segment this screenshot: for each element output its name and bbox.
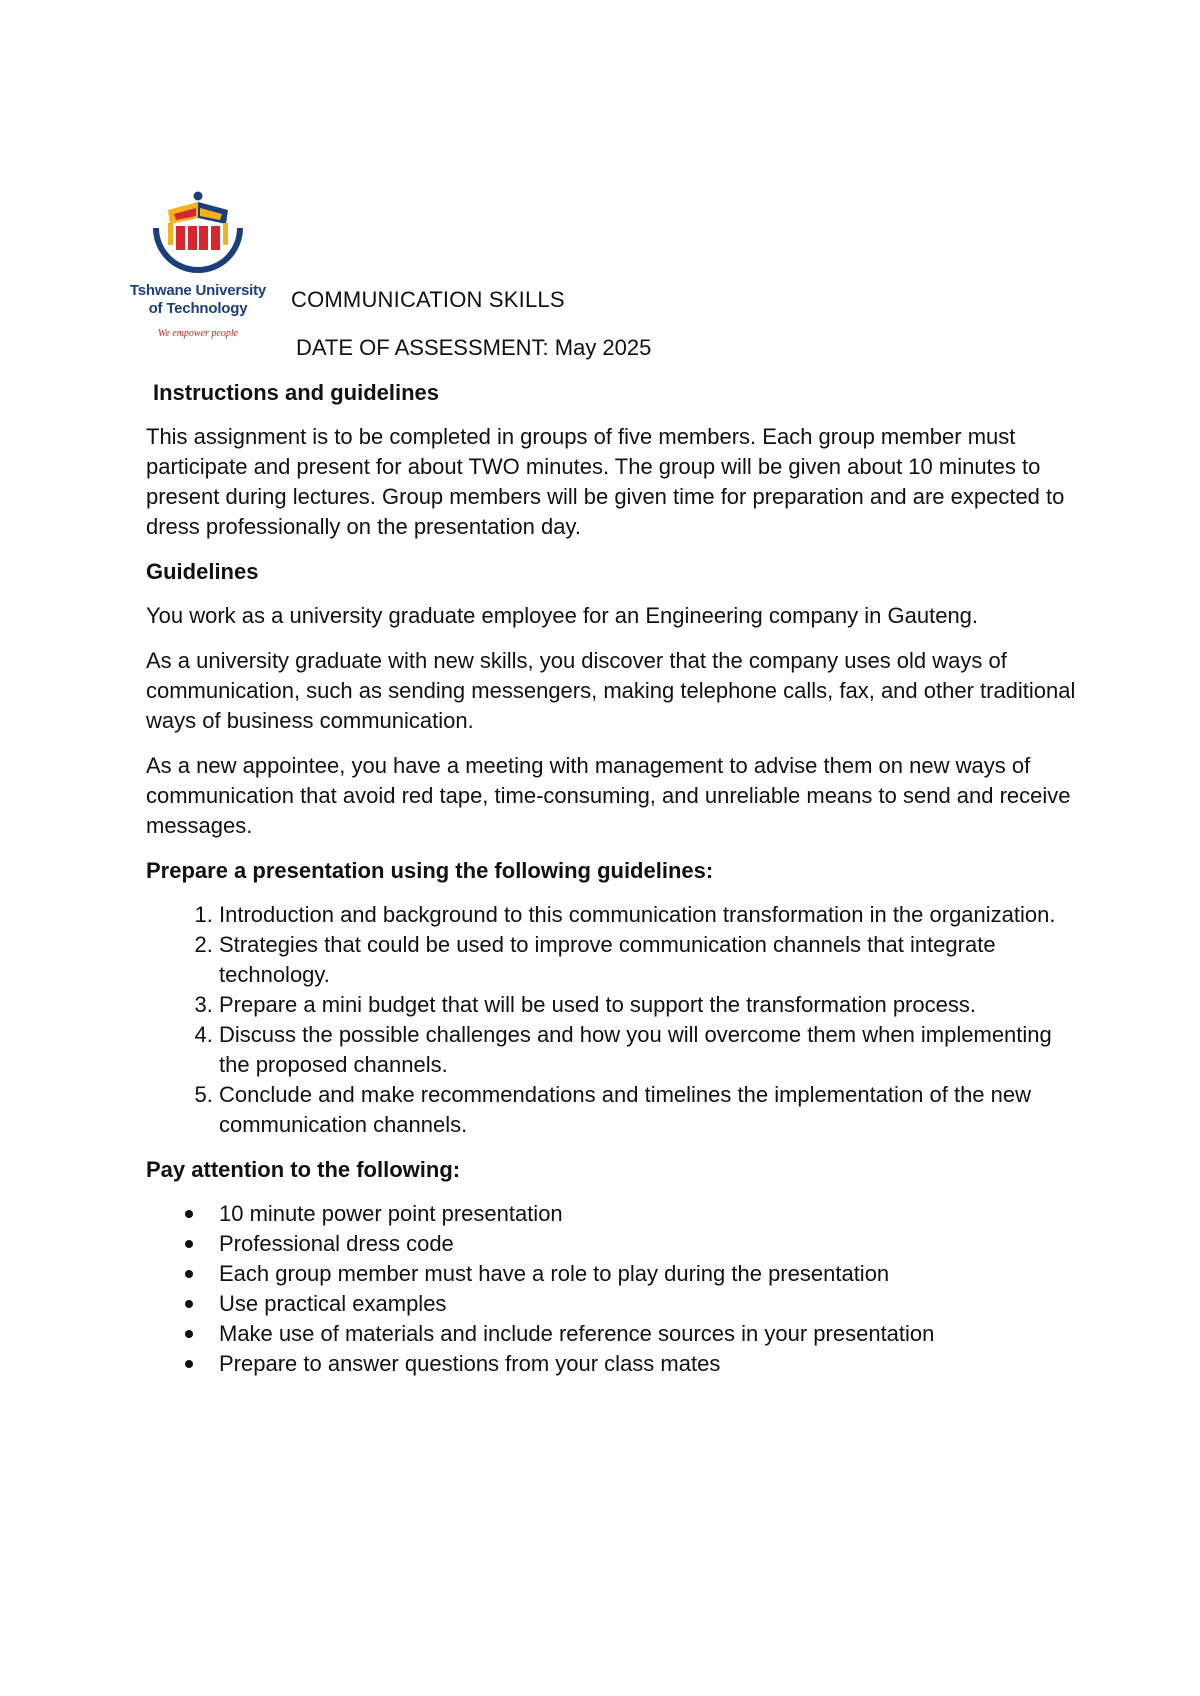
list-item-text: Use practical examples [219,1291,447,1316]
list-item [219,1349,1076,1379]
logo-institution-name [118,282,278,318]
list-item-text: Professional dress code [219,1231,454,1256]
course-title: COMMUNICATION SKILLS [291,287,565,312]
presentation-heading: Prepare a presentation using the following guidelines: [146,858,714,883]
list-item [219,1289,1076,1319]
presentation-list [146,900,1076,1140]
list-item-text: Make use of materials and include reference sources in your presentation [219,1321,935,1346]
bullet-icon [185,1300,193,1308]
list-item-text: 10 minute power point presentation [219,1201,563,1226]
list-item-text: Each group member must have a role to play during the presentation [219,1261,890,1286]
logo-name-line2: of Technology [148,300,248,317]
list-item: 5. Conclude and make recommendations and timelines the implementation of the new communication channels. [219,1080,1076,1140]
document-body [146,378,1076,1379]
bullet-icon [185,1330,193,1338]
bullet-icon [185,1360,193,1368]
logo-tagline: We empower people [157,328,239,339]
logo-emblem-icon [118,188,278,278]
bullet-icon [185,1210,193,1218]
bullet-icon [185,1270,193,1278]
instructions-heading: Instructions and guidelines [153,380,440,405]
list-item: 3. Prepare a mini budget that will be used to support the transformation process. [219,990,1076,1020]
guidelines-paragraph: As a university graduate with new skills, you discover that the company uses old ways of communication, such as sending messengers, making telephone calls, fax, and other traditional ways of business communication. [146,648,1076,733]
university-logo [118,188,278,348]
guidelines-paragraph: As a new appointee, you have a meeting with management to advise them on new ways of communication that avoid red tape, time-consuming, and unreliable means to send and receive messages. [146,753,1071,838]
list-item [219,1259,1076,1289]
attention-heading: Pay attention to the following: [146,1157,461,1182]
list-item: 4. Discuss the possible challenges and how you will overcome them when implementing the proposed channels. [219,1020,1076,1080]
guidelines-heading: Guidelines [146,559,259,584]
assessment-date: DATE OF ASSESSMENT: May 2025 [296,335,652,360]
list-item-text: Prepare to answer questions from your class mates [219,1351,721,1376]
list-item: 2. Strategies that could be used to improve communication channels that integrate technology. [219,930,1076,990]
guidelines-paragraph: You work as a university graduate employee for an Engineering company in Gauteng. [146,603,979,628]
bullet-icon [185,1240,193,1248]
list-item [219,1319,1076,1349]
list-item [219,1229,1076,1259]
list-item [219,1199,1076,1229]
instructions-paragraph: This assignment is to be completed in groups of five members. Each group member must participate and present for about TWO minutes. The group will be given about 10 minutes to present during lectures. Group members will be given time for preparation and are expected to dress professionally on the presentation day. [146,424,1065,539]
list-item: 1. Introduction and background to this communication transformation in the organization. [219,900,1076,930]
logo-name-line1: Tshwane University [129,282,267,299]
attention-list [146,1199,1076,1379]
